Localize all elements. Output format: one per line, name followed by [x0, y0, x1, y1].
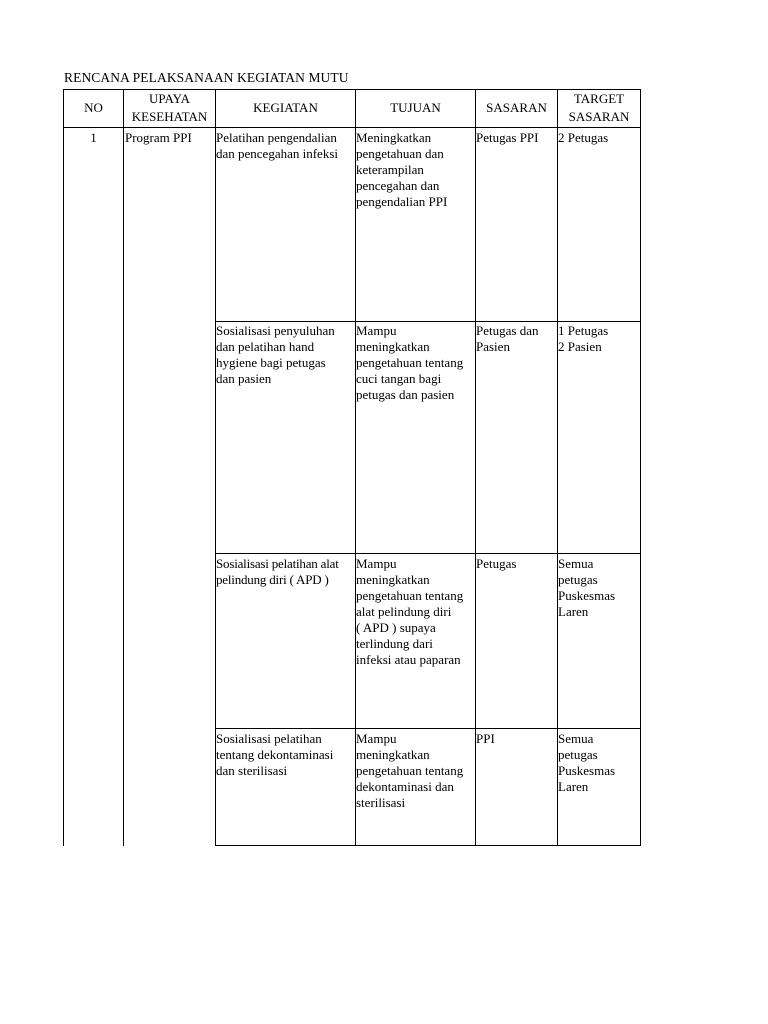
header-sasaran: SASARAN	[486, 100, 547, 115]
item-target: 2 Petugas	[558, 130, 609, 145]
item-kegiatan: Pelatihan pengendalian dan pencegahan infeksi	[216, 130, 339, 161]
row-divider	[215, 553, 641, 554]
item-tujuan: Meningkatkan pengetahuan dan keterampilan pencegahan dan pengendalian PPI	[356, 130, 448, 209]
column-border	[63, 89, 64, 846]
row-divider	[215, 321, 641, 322]
item-target: Semua petugas Puskesmas Laren	[558, 556, 616, 619]
item-target: Semua petugas Puskesmas Laren	[558, 731, 616, 794]
item-tujuan: Mampu meningkatkan pengetahuan tentang dekontaminasi dan sterilisasi	[356, 731, 464, 810]
item-tujuan: Mampu meningkatkan pengetahuan tentang alat pelindung diri ( APD ) supaya terlindung dari infeksi atau paparan	[356, 556, 464, 667]
column-border	[640, 89, 641, 846]
item-kegiatan: Sosialisasi penyuluhan dan pelatihan hand hygiene bagi petugas dan pasien	[216, 323, 335, 386]
row-upaya-kesehatan: Program PPI	[125, 130, 192, 145]
header-kegiatan: KEGIATAN	[253, 100, 318, 115]
header-upaya-kesehatan: UPAYA KESEHATAN	[131, 91, 208, 124]
row-divider	[215, 728, 641, 729]
item-sasaran: Petugas	[476, 556, 517, 571]
header-divider	[63, 127, 641, 128]
item-kegiatan: Sosialisasi pelatihan alat pelindung diri ( APD )	[216, 556, 339, 587]
document-title: RENCANA PELAKSANAAN KEGIATAN MUTU	[64, 70, 349, 85]
item-sasaran: PPI	[476, 731, 495, 746]
header-no: NO	[84, 100, 103, 115]
header-tujuan: TUJUAN	[390, 100, 441, 115]
header-target-sasaran: TARGET SASARAN	[568, 91, 630, 124]
row-number: 1	[90, 130, 97, 145]
item-sasaran: Petugas dan Pasien	[476, 323, 539, 354]
item-sasaran: Petugas PPI	[476, 130, 539, 145]
item-tujuan: Mampu meningkatkan pengetahuan tentang cuci tangan bagi petugas dan pasien	[356, 323, 464, 402]
item-target: 1 Petugas 2 Pasien	[558, 323, 609, 354]
item-kegiatan: Sosialisasi pelatihan tentang dekontaminasi dan sterilisasi	[216, 731, 334, 778]
table-border-bottom	[215, 845, 641, 846]
column-border	[123, 89, 124, 846]
